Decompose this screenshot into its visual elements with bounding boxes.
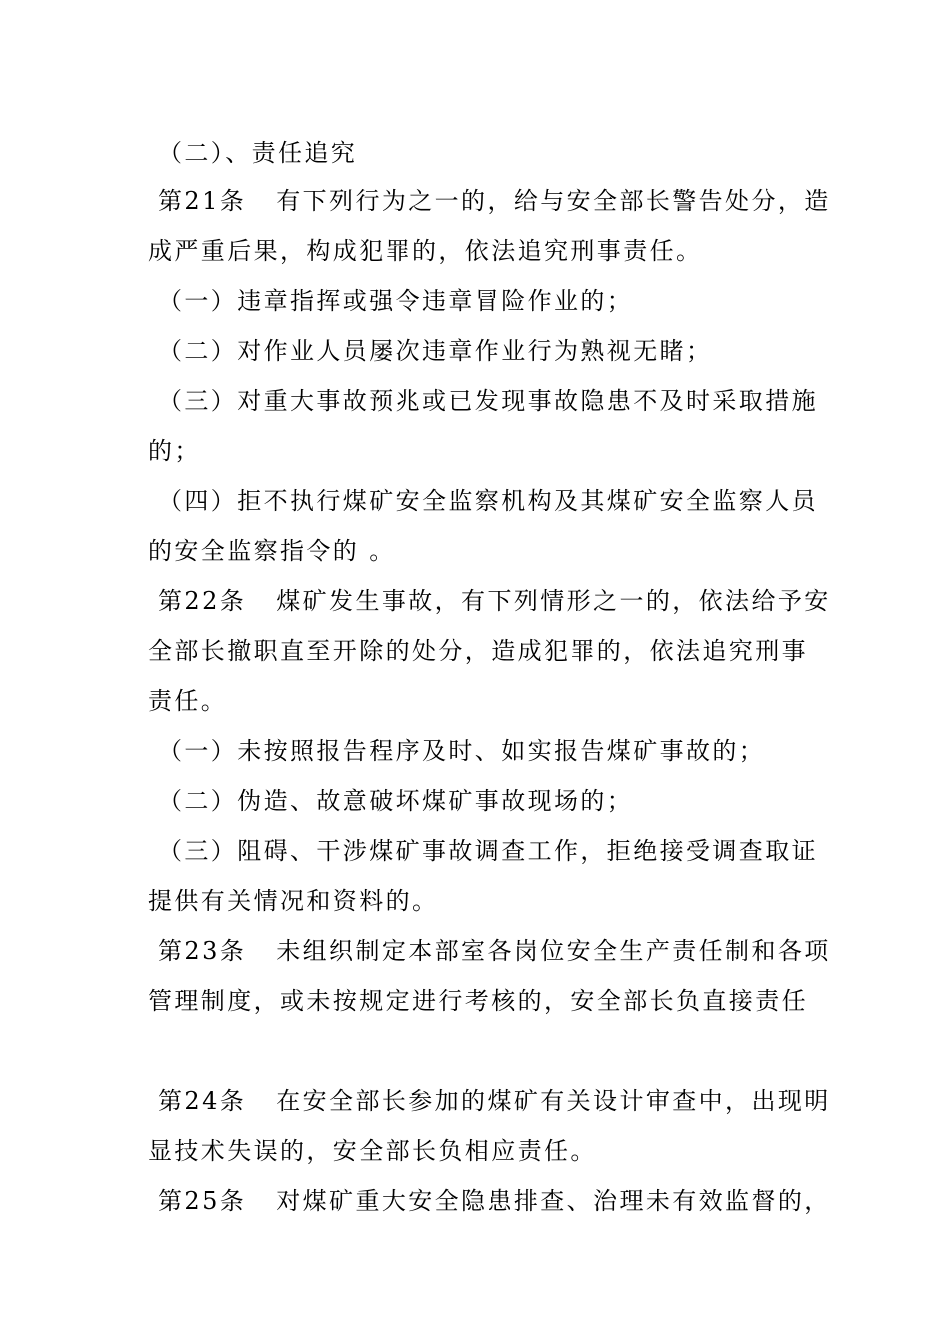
article-23-line-2: 管理制度，或未按规定进行考核的，安全部长负直接责任 [148,987,808,1015]
section-heading: （二）、责任追究 [158,139,358,167]
article-22-item-3-line-2: 提供有关情况和资料的。 [148,887,439,915]
article-24-line-1: 第24条 在安全部长参加的煤矿有关设计审查中，出现明 [148,1087,831,1115]
article-21-item-3-line-2: 的； [148,437,201,465]
article-21-item-4-line-1: （四）拒不执行煤矿安全监察机构及其煤矿安全监察人员 [158,487,818,515]
article-23-line-1: 第23条 未组织制定本部室各岗位安全生产责任制和各项 [148,937,831,965]
article-21-item-2: （二）对作业人员屡次违章作业行为熟视无睹； [158,337,713,365]
article-22-item-1: （一）未按照报告程序及时、如实报告煤矿事故的； [158,737,766,765]
article-22-item-2: （二）伪造、故意破坏煤矿事故现场的； [158,787,634,815]
article-22-line-2: 全部长撤职直至开除的处分，造成犯罪的，依法追究刑事 [148,637,808,665]
article-21-item-1: （一）违章指挥或强令违章冒险作业的； [158,287,634,315]
article-22-item-3-line-1: （三）阻碍、干涉煤矿事故调查工作，拒绝接受调查取证 [158,837,818,865]
article-25-line-1: 第25条 对煤矿重大安全隐患排查、治理未有效监督的， [148,1187,831,1215]
article-22-line-1: 第22条 煤矿发生事故，有下列情形之一的，依法给予安 [148,587,831,615]
article-24-line-2: 显技术失误的，安全部长负相应责任。 [148,1137,597,1165]
article-21-item-4-line-2: 的安全监察指令的 。 [148,537,396,565]
article-21-line-2: 成严重后果，构成犯罪的，依法追究刑事责任。 [148,237,703,265]
article-21-item-3-line-1: （三）对重大事故预兆或已发现事故隐患不及时采取措施 [158,387,818,415]
article-21-line-1: 第21条 有下列行为之一的，给与安全部长警告处分，造 [148,187,831,215]
article-22-line-3: 责任。 [148,687,228,715]
